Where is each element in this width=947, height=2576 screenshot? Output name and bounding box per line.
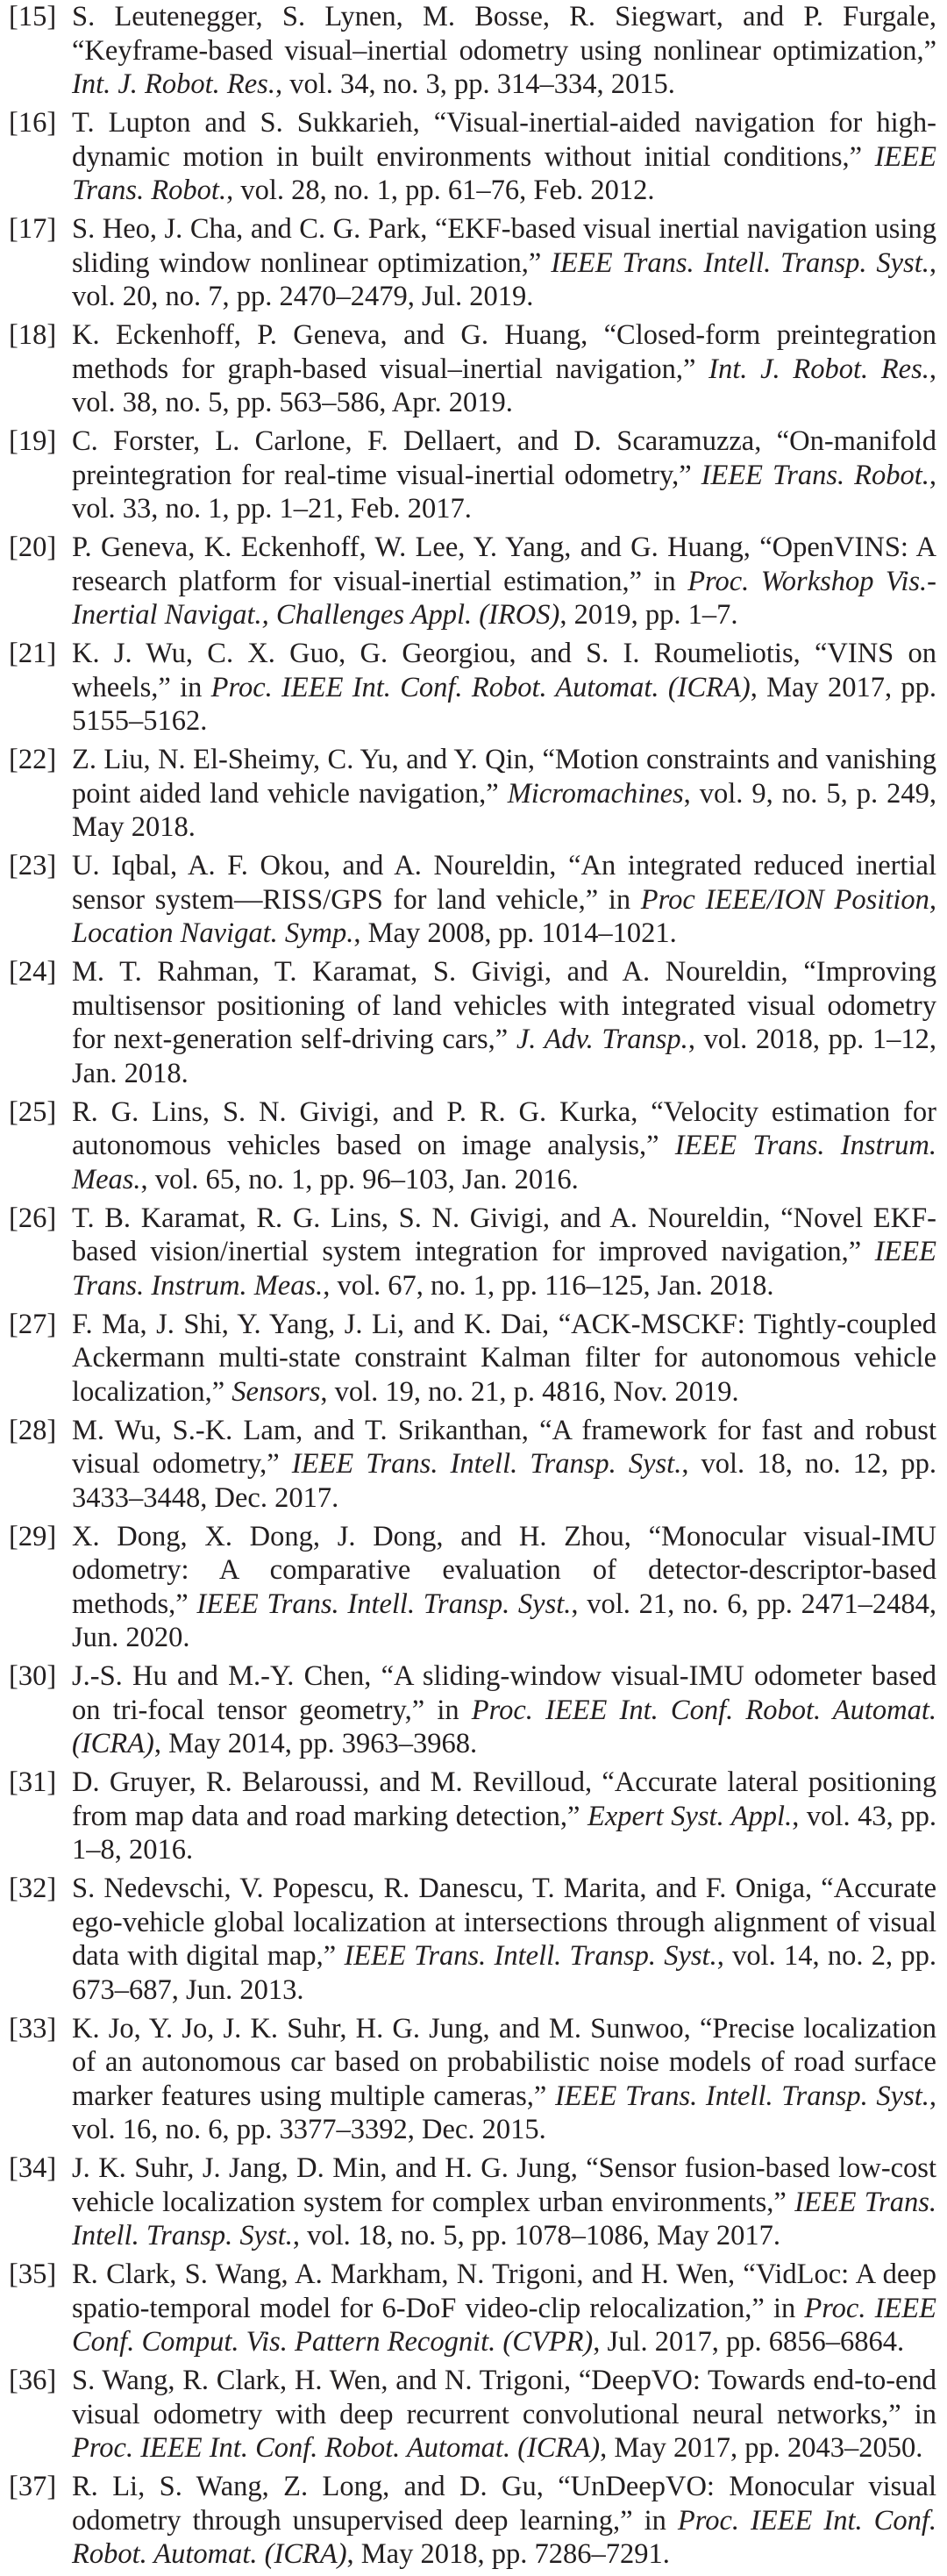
reference-venue: IEEE Trans. Instrum. Meas. [72,1236,936,1302]
reference-text [72,106,936,208]
reference-segment: J.-S. Hu and M.-Y. Chen, “A sliding-window visual-IMU odometer based on tri-focal tensor geometry,” in [72,1660,936,1726]
reference-list [9,0,936,2576]
reference-segment: , May 2018, pp. 7286–7291. [346,2538,670,2570]
reference-text [72,1202,936,1303]
reference-venue: Proc. Workshop Vis.-Inertial Navigat., Challenges Appl. (IROS) [72,565,936,631]
reference-number: [35] [9,2258,57,2290]
reference-text [72,1520,936,1655]
reference-segment: , vol. 65, no. 1, pp. 96–103, Jan. 2016. [140,1163,579,1195]
reference-venue: IEEE Trans. Robot. [701,459,929,491]
reference-venue: Proc. IEEE Int. Conf. Robot. Automat. (ICRA) [210,671,751,703]
reference-segment: S. Heo, J. Cha, and C. G. Park, “EKF-based visual inertial navigation using sliding window nonlinear optimization,” [72,213,936,279]
reference-venue: IEEE Trans. Intell. Transp. Syst. [344,1940,717,1972]
reference-text [72,318,936,420]
reference-segment: , vol. 18, no. 5, pp. 1078–1086, May 2017. [292,2220,781,2251]
reference-entry [9,106,936,208]
reference-venue: IEEE Trans. Intell. Transp. Syst. [551,246,929,279]
reference-text [72,1095,936,1197]
reference-segment: , vol. 16, no. 6, pp. 3377–3392, Dec. 2015. [72,2080,936,2145]
reference-entry [9,955,936,1090]
reference-number: [23] [9,850,57,881]
reference-number: [22] [9,744,57,775]
reference-segment: F. Ma, J. Shi, Y. Yang, J. Li, and K. Dai, “ACK-MSCKF: Tightly-coupled Ackermann multi-state constraint Kalman filter for autonomous vehicle localization,” [72,1308,936,1408]
reference-entry [9,531,936,632]
reference-segment: , vol. 34, no. 3, pp. 314–334, 2015. [274,68,675,100]
reference-entry [9,1872,936,2007]
reference-venue: Expert Syst. Appl. [587,1800,793,1832]
reference-segment: D. Gruyer, R. Belaroussi, and M. Revilloud, “Accurate lateral positioning from map data and road marking detection,” [72,1766,936,1832]
reference-number: [24] [9,956,57,988]
reference-number: [19] [9,425,57,457]
reference-number: [18] [9,319,57,351]
reference-segment: P. Geneva, K. Eckenhoff, W. Lee, Y. Yang, and G. Huang, “OpenVINS: A research platform for visual-inertial estimation,” in [72,532,936,597]
reference-segment: , May 2017, pp. 2043–2050. [600,2432,923,2464]
reference-segment: T. B. Karamat, R. G. Lins, S. N. Givigi, and A. Noureldin, “Novel EKF-based vision/inertial system integration for improved navigation,” [72,1202,936,1267]
reference-text [72,743,936,845]
reference-venue: Micromachines [507,777,684,810]
reference-venue: J. Adv. Transp. [516,1024,688,1055]
reference-segment: K. J. Wu, C. X. Guo, G. Georgiou, and S. I. Roumeliotis, “VINS on wheels,” in [72,638,936,703]
reference-segment: , vol. 2018, pp. 1–12, Jan. 2018. [72,1024,937,1089]
reference-venue: IEEE Trans. Intell. Transp. Syst. [291,1448,682,1480]
reference-venue: Int. J. Robot. Res. [708,353,929,385]
reference-text [72,849,936,951]
reference-segment: T. Lupton and S. Sukkarieh, “Visual-inertial-aided navigation for high-dynamic motion in built environments without initial conditions,” [72,107,936,173]
reference-entry [9,1308,936,1409]
reference-text [72,2012,936,2147]
reference-entry [9,1659,936,1761]
reference-venue: IEEE Trans. Intell. Transp. Syst. [554,2080,929,2112]
reference-segment: U. Iqbal, A. F. Okou, and A. Noureldin, “An integrated reduced inertial sensor system—RISS/GPS for land vehicle,” in [72,850,936,916]
reference-venue: Proc. IEEE Int. Conf. Robot. Automat. (ICRA) [72,1694,936,1759]
reference-segment: X. Dong, X. Dong, J. Dong, and H. Zhou, “Monocular visual-IMU odometry: A comparative evaluation of detector-descriptor-based methods,” [72,1520,936,1620]
reference-segment: R. Li, S. Wang, Z. Long, and D. Gu, “UnDeepVO: Monocular visual odometry through unsupervised deep learning,” in [72,2471,936,2537]
reference-entry [9,318,936,420]
reference-entry [9,2470,936,2572]
reference-text [72,1766,936,1867]
reference-text [72,2364,936,2465]
reference-entry [9,849,936,951]
reference-entry [9,1414,936,1516]
reference-text [72,1414,936,1516]
reference-entry [9,743,936,845]
reference-segment: S. Nedevschi, V. Popescu, R. Danescu, T. Marita, and F. Oniga, “Accurate ego-vehicle global localization at intersections through alignment of visual data with digital map,” [72,1873,936,1972]
reference-segment: , vol. 14, no. 2, pp. 673–687, Jun. 2013. [72,1940,936,2006]
reference-segment: , May 2014, pp. 3963–3968. [153,1728,478,1759]
reference-entry [9,425,936,526]
reference-venue: Proc IEEE/ION Position, Location Navigat. Symp. [72,883,936,949]
reference-segment: , vol. 43, pp. 1–8, 2016. [72,1800,937,1866]
reference-venue: IEEE Trans. Intell. Transp. Syst. [196,1588,572,1620]
reference-text [72,2258,936,2359]
reference-number: [33] [9,2012,57,2044]
reference-segment: R. G. Lins, S. N. Givigi, and P. R. G. Kurka, “Velocity estimation for autonomous vehicles based on image analysis,” [72,1095,936,1161]
reference-venue: Sensors [231,1375,321,1408]
reference-segment: , May 2008, pp. 1014–1021. [353,917,677,949]
reference-entry [9,1095,936,1197]
reference-segment: R. Clark, S. Wang, A. Markham, N. Trigoni, and H. Wen, “VidLoc: A deep spatio-temporal model for 6-DoF video-clip relocalization,” in [72,2258,936,2324]
reference-number: [28] [9,1414,57,1446]
reference-segment: Z. Liu, N. El-Sheimy, C. Yu, and Y. Qin, “Motion constraints and vanishing point aided land vehicle navigation,” [72,744,936,810]
reference-venue: IEEE Trans. Robot. [72,140,936,206]
reference-text [72,1308,936,1409]
reference-venue: IEEE Trans. Intell. Transp. Syst. [72,2186,936,2251]
reference-segment: , vol. 28, no. 1, pp. 61–76, Feb. 2012. [226,175,655,206]
reference-number: [27] [9,1308,57,1340]
reference-entry [9,1202,936,1303]
reference-segment: , vol. 33, no. 1, pp. 1–21, Feb. 2017. [72,459,936,524]
reference-number: [36] [9,2365,57,2396]
reference-entry [9,1766,936,1867]
reference-segment: C. Forster, L. Carlone, F. Dellaert, and D. Scaramuzza, “On-manifold preintegration for real-time visual-inertial odometry,” [72,425,936,491]
reference-text [72,955,936,1090]
reference-segment: , vol. 9, no. 5, p. 249, May 2018. [72,777,937,843]
reference-number: [20] [9,532,57,563]
reference-segment: M. Wu, S.-K. Lam, and T. Srikanthan, “A framework for fast and robust visual odometry,” [72,1414,936,1480]
reference-entry [9,0,936,102]
reference-number: [26] [9,1202,57,1234]
reference-text [72,0,936,102]
reference-segment: , vol. 20, no. 7, pp. 2470–2479, Jul. 2019. [72,246,936,312]
reference-segment: M. T. Rahman, T. Karamat, S. Givigi, and A. Noureldin, “Improving multisensor positioning of land vehicles with integrated visual odometry for next-generation self-driving cars,” [72,956,936,1055]
reference-entry [9,2012,936,2147]
reference-text [72,1659,936,1761]
reference-text [72,1872,936,2007]
reference-number: [25] [9,1095,57,1128]
reference-venue: Proc. IEEE Conf. Comput. Vis. Pattern Recognit. (CVPR) [72,2292,936,2358]
reference-entry [9,637,936,739]
reference-segment: , vol. 21, no. 6, pp. 2471–2484, Jun. 2020. [72,1588,936,1653]
reference-number: [15] [9,1,57,32]
reference-number: [16] [9,107,57,139]
reference-segment: , vol. 18, no. 12, pp. 3433–3448, Dec. 2017. [72,1448,936,1514]
reference-number: [17] [9,213,57,245]
reference-text [72,2470,936,2572]
reference-number: [32] [9,1873,57,1904]
reference-venue: Proc. IEEE Int. Conf. Robot. Automat. (ICRA) [72,2504,936,2570]
reference-entry [9,212,936,314]
reference-number: [29] [9,1520,57,1552]
reference-segment: , vol. 38, no. 5, pp. 563–586, Apr. 2019. [72,353,936,418]
reference-segment: K. Jo, Y. Jo, J. K. Suhr, H. G. Jung, and M. Sunwoo, “Precise localization of an autonomous car based on probabilistic noise models of road surface marker features using multiple cameras,” [72,2012,936,2112]
reference-segment: , vol. 19, no. 21, p. 4816, Nov. 2019. [320,1375,739,1408]
reference-entry [9,2151,936,2253]
reference-number: [37] [9,2471,57,2502]
reference-segment: , Jul. 2017, pp. 6856–6864. [593,2326,905,2358]
reference-venue: Proc. IEEE Int. Conf. Robot. Automat. (ICRA) [72,2432,601,2464]
reference-text [72,425,936,526]
reference-text [72,531,936,632]
reference-segment: S. Leutenegger, S. Lynen, M. Bosse, R. Siegwart, and P. Furgale, “Keyframe-based visual–inertial odometry using nonlinear optimization,” [72,1,936,67]
reference-number: [30] [9,1660,57,1692]
reference-segment: S. Wang, R. Clark, H. Wen, and N. Trigoni, “DeepVO: Towards end-to-end visual odometry with deep recurrent convolutional neural networks,” in [72,2365,936,2430]
reference-number: [31] [9,1766,57,1798]
reference-number: [34] [9,2152,57,2184]
reference-text [72,212,936,314]
reference-segment: , May 2017, pp. 5155–5162. [72,671,936,737]
reference-entry [9,2364,936,2465]
reference-segment: K. Eckenhoff, P. Geneva, and G. Huang, “Closed-form preintegration methods for graph-based visual–inertial navigation,” [72,319,936,385]
reference-text [72,2151,936,2253]
reference-entry [9,1520,936,1655]
reference-segment: , vol. 67, no. 1, pp. 116–125, Jan. 2018. [323,1269,774,1302]
reference-text [72,637,936,739]
reference-segment: J. K. Suhr, J. Jang, D. Min, and H. G. Jung, “Sensor fusion-based low-cost vehicle localization system for complex urban environments,” [72,2152,936,2218]
reference-venue: IEEE Trans. Instrum. Meas. [72,1130,937,1195]
reference-venue: Int. J. Robot. Res. [72,68,275,100]
reference-segment: , 2019, pp. 1–7. [559,599,738,631]
reference-entry [9,2258,936,2359]
reference-number: [21] [9,638,57,669]
